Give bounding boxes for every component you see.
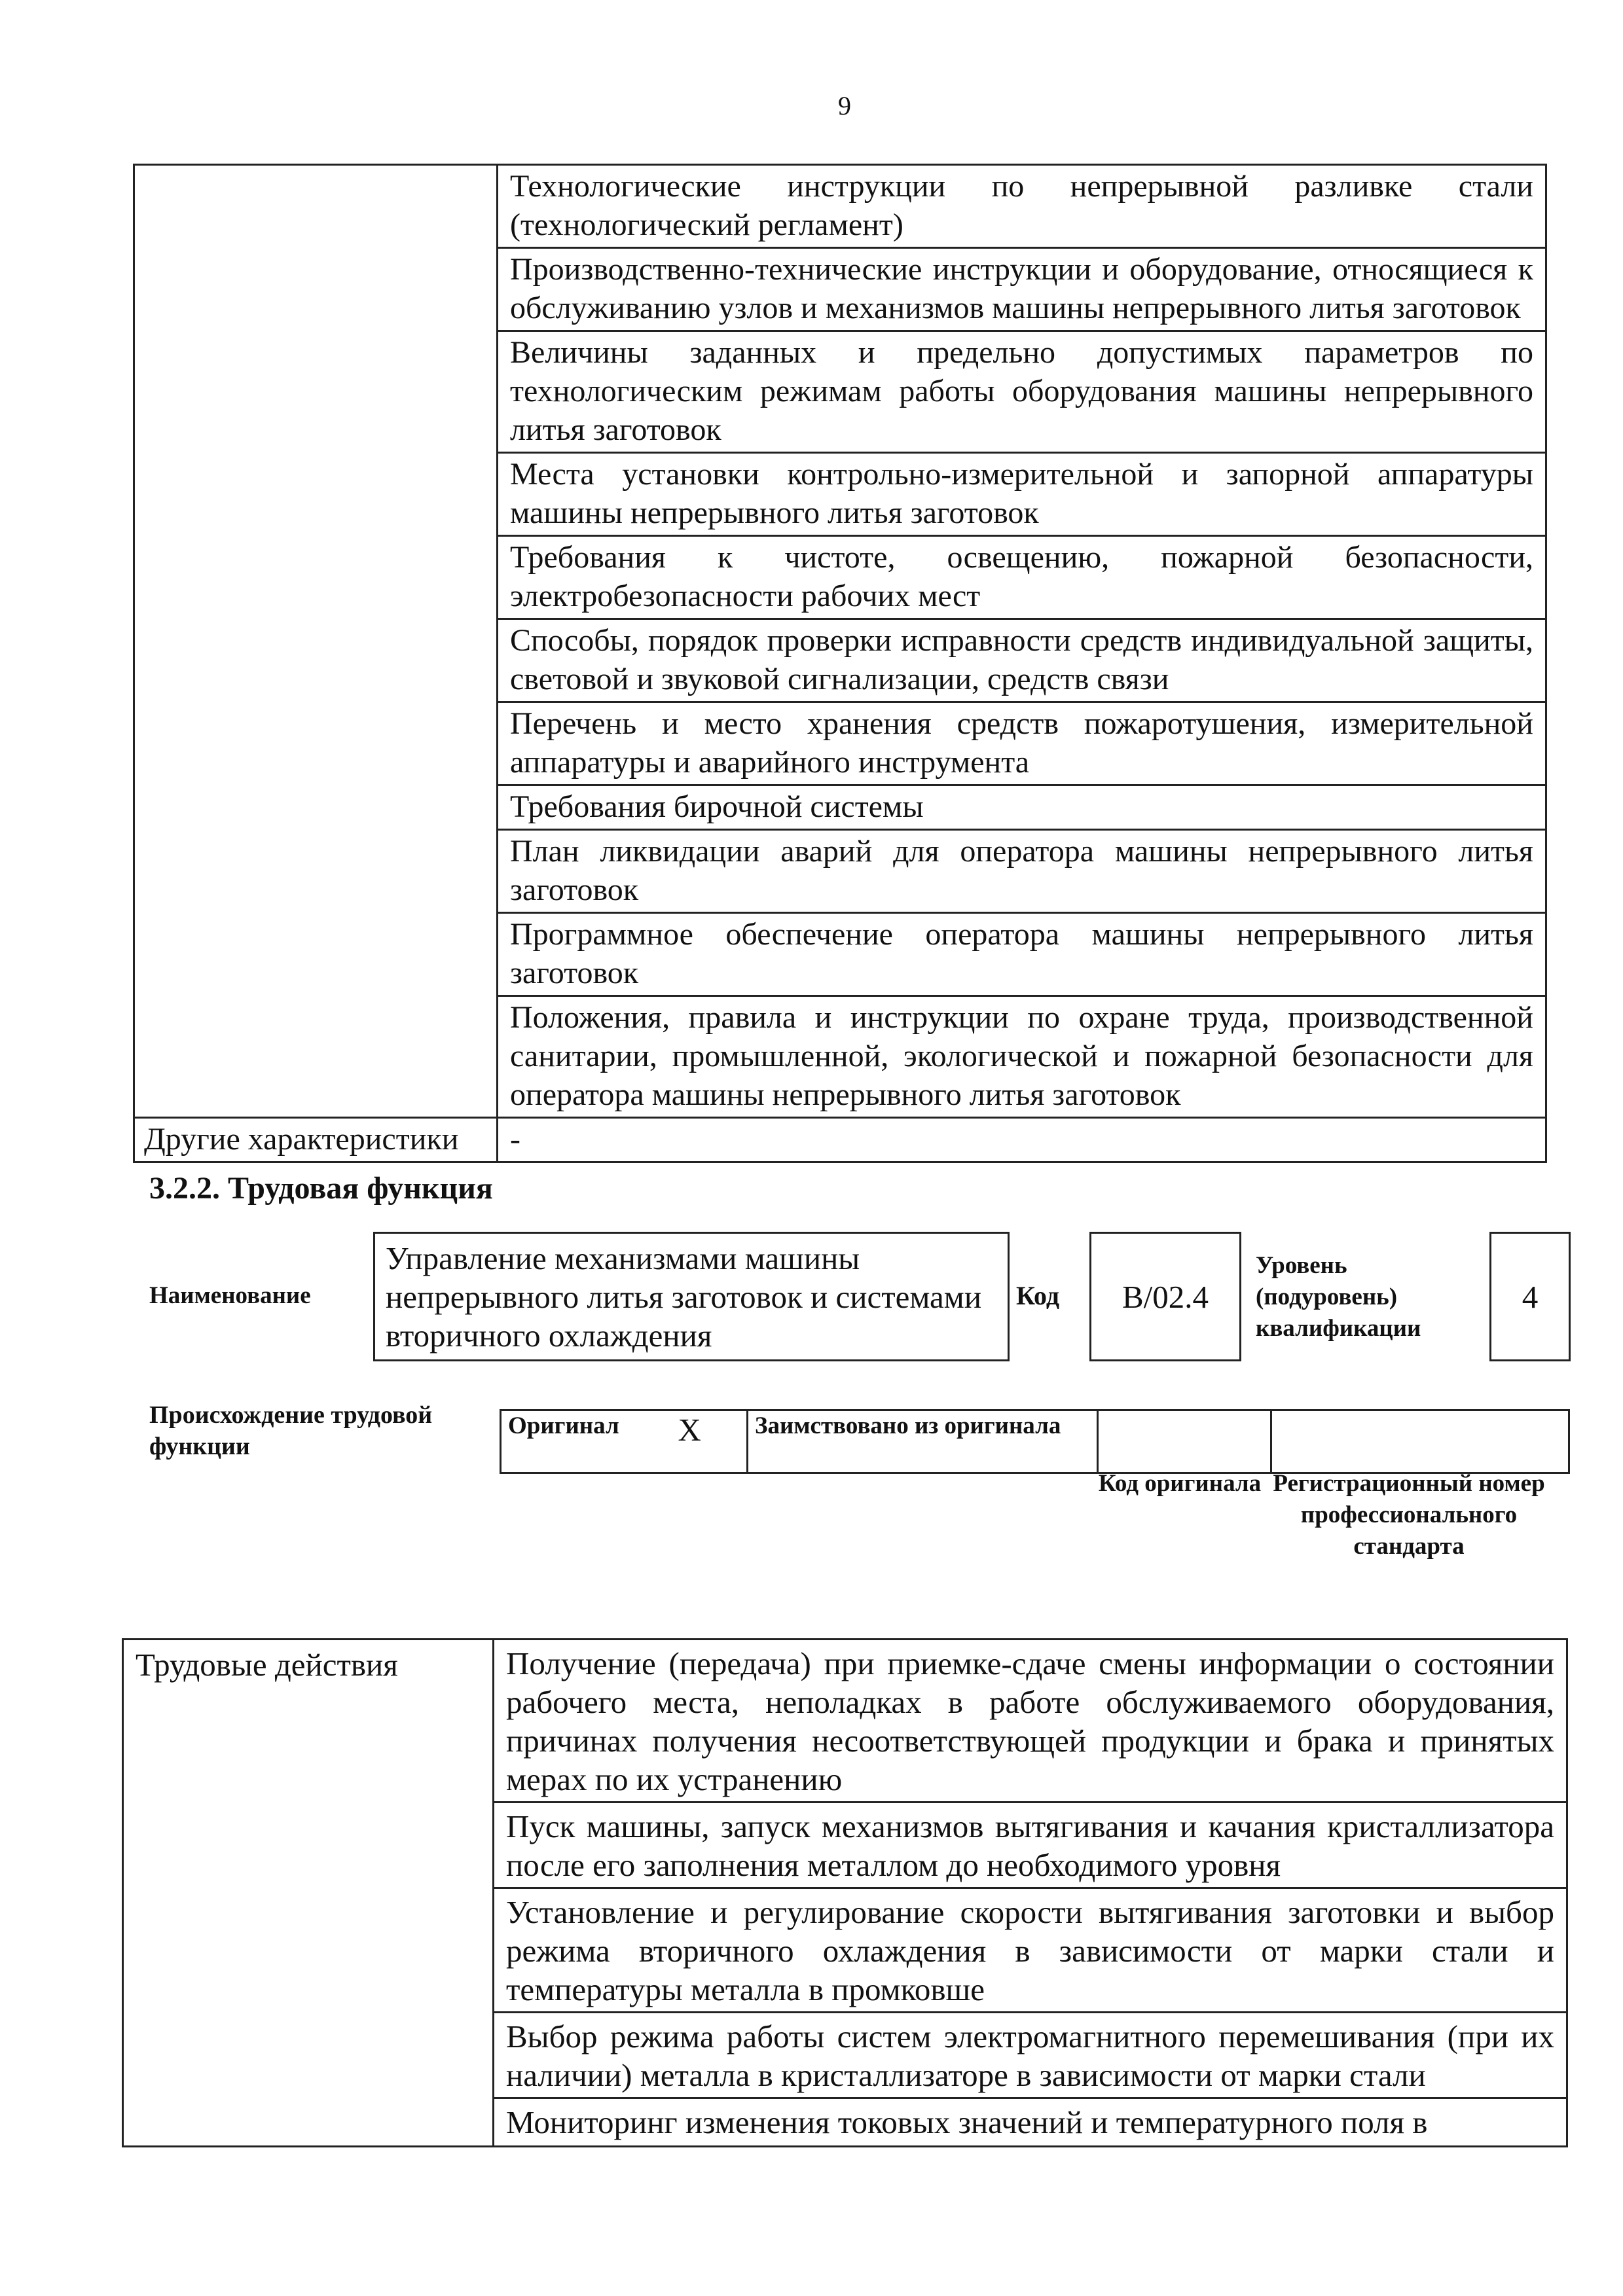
action-item: Мониторинг изменения токовых значений и температурного поля в (494, 2098, 1567, 2147)
origin-label: Происхождение трудовой функции (149, 1401, 433, 1460)
function-code-box: B/02.4 (1089, 1232, 1241, 1361)
requirement-item: Положения, правила и инструкции по охране труда, производственной санитарии, промышленной, экологической и пожарной безопасности для оператора машины непрерывного литья заготовок (498, 996, 1546, 1118)
actions-label: Трудовые действия (123, 1640, 494, 2147)
requirement-item: План ликвидации аварий для оператора машины непрерывного литья заготовок (498, 830, 1546, 913)
page-number: 9 (838, 91, 851, 120)
other-characteristics-label: Другие характеристики (134, 1118, 498, 1162)
empty-label-cell (134, 165, 498, 1118)
name-label: Наименование (149, 1282, 311, 1309)
code-caption: Код оригинала (1098, 1470, 1262, 1497)
registration-number-cell (1271, 1410, 1569, 1473)
table-row (501, 1410, 1569, 1473)
action-item: Выбор режима работы систем электромагнитного перемешивания (при их наличии) металла в кристаллизаторе в зависимости от марки стали (494, 2013, 1567, 2098)
original-mark: X (646, 1410, 748, 1473)
function-name-box: Управление механизмами машины непрерывного литья заготовок и системами вторичного охлаждения (373, 1232, 1010, 1361)
requirement-item: Производственно-технические инструкции и оборудование, относящиеся к обслуживанию узлов и механизмов машины непрерывного литья заготовок (498, 248, 1546, 331)
registration-caption: Регистрационный номер профессионального стандарта (1273, 1470, 1545, 1560)
section-title: 3.2.2. Трудовая функция (149, 1171, 493, 1206)
requirement-item: Перечень и место хранения средств пожаротушения, измерительной аппаратуры и аварийного инструмента (498, 702, 1546, 785)
requirement-item: Требования бирочной системы (498, 785, 1546, 830)
action-item: Установление и регулирование скорости вытягивания заготовки и выбор режима вторичного охлаждения в зависимости от марки стали и температуры металла в промковше (494, 1888, 1567, 2013)
other-characteristics-value: - (498, 1118, 1546, 1162)
origin-table (500, 1409, 1570, 1474)
table-row (134, 1118, 1546, 1162)
level-label: Уровень (подуровень) квалификации (1256, 1252, 1421, 1342)
actions-table (122, 1638, 1568, 2147)
action-item: Пуск машины, запуск механизмов вытягивания и качания кристаллизатора после его заполнения металлом до необходимого уровня (494, 1803, 1567, 1888)
requirement-item: Технологические инструкции по непрерывной разливке стали (технологический регламент) (498, 165, 1546, 248)
code-label: Код (1016, 1281, 1060, 1310)
level-value-box: 4 (1489, 1232, 1571, 1361)
table-row (123, 1640, 1567, 1803)
table-row (134, 165, 1546, 248)
action-item: Получение (передача) при приемке-сдаче смены информации о состоянии рабочего места, неполадках в работе обслуживаемого оборудования, причинах получения несоответствующей продукции и брака и принятых мерах по их устранению (494, 1640, 1567, 1803)
requirement-item: Требования к чистоте, освещению, пожарной безопасности, электробезопасности рабочих мест (498, 536, 1546, 619)
original-label: Оригинал (501, 1410, 646, 1473)
requirements-table (133, 164, 1547, 1163)
requirement-item: Величины заданных и предельно допустимых параметров по технологическим режимам работы оборудования машины непрерывного литья заготовок (498, 331, 1546, 453)
requirement-item: Способы, порядок проверки исправности средств индивидуальной защиты, световой и звуковой сигнализации, средств связи (498, 619, 1546, 702)
original-code-cell (1098, 1410, 1271, 1473)
requirement-item: Места установки контрольно-измерительной и запорной аппаратуры машины непрерывного литья заготовок (498, 453, 1546, 536)
requirement-item: Программное обеспечение оператора машины непрерывного литья заготовок (498, 913, 1546, 996)
borrowed-label: Заимствовано из оригинала (748, 1410, 1098, 1473)
